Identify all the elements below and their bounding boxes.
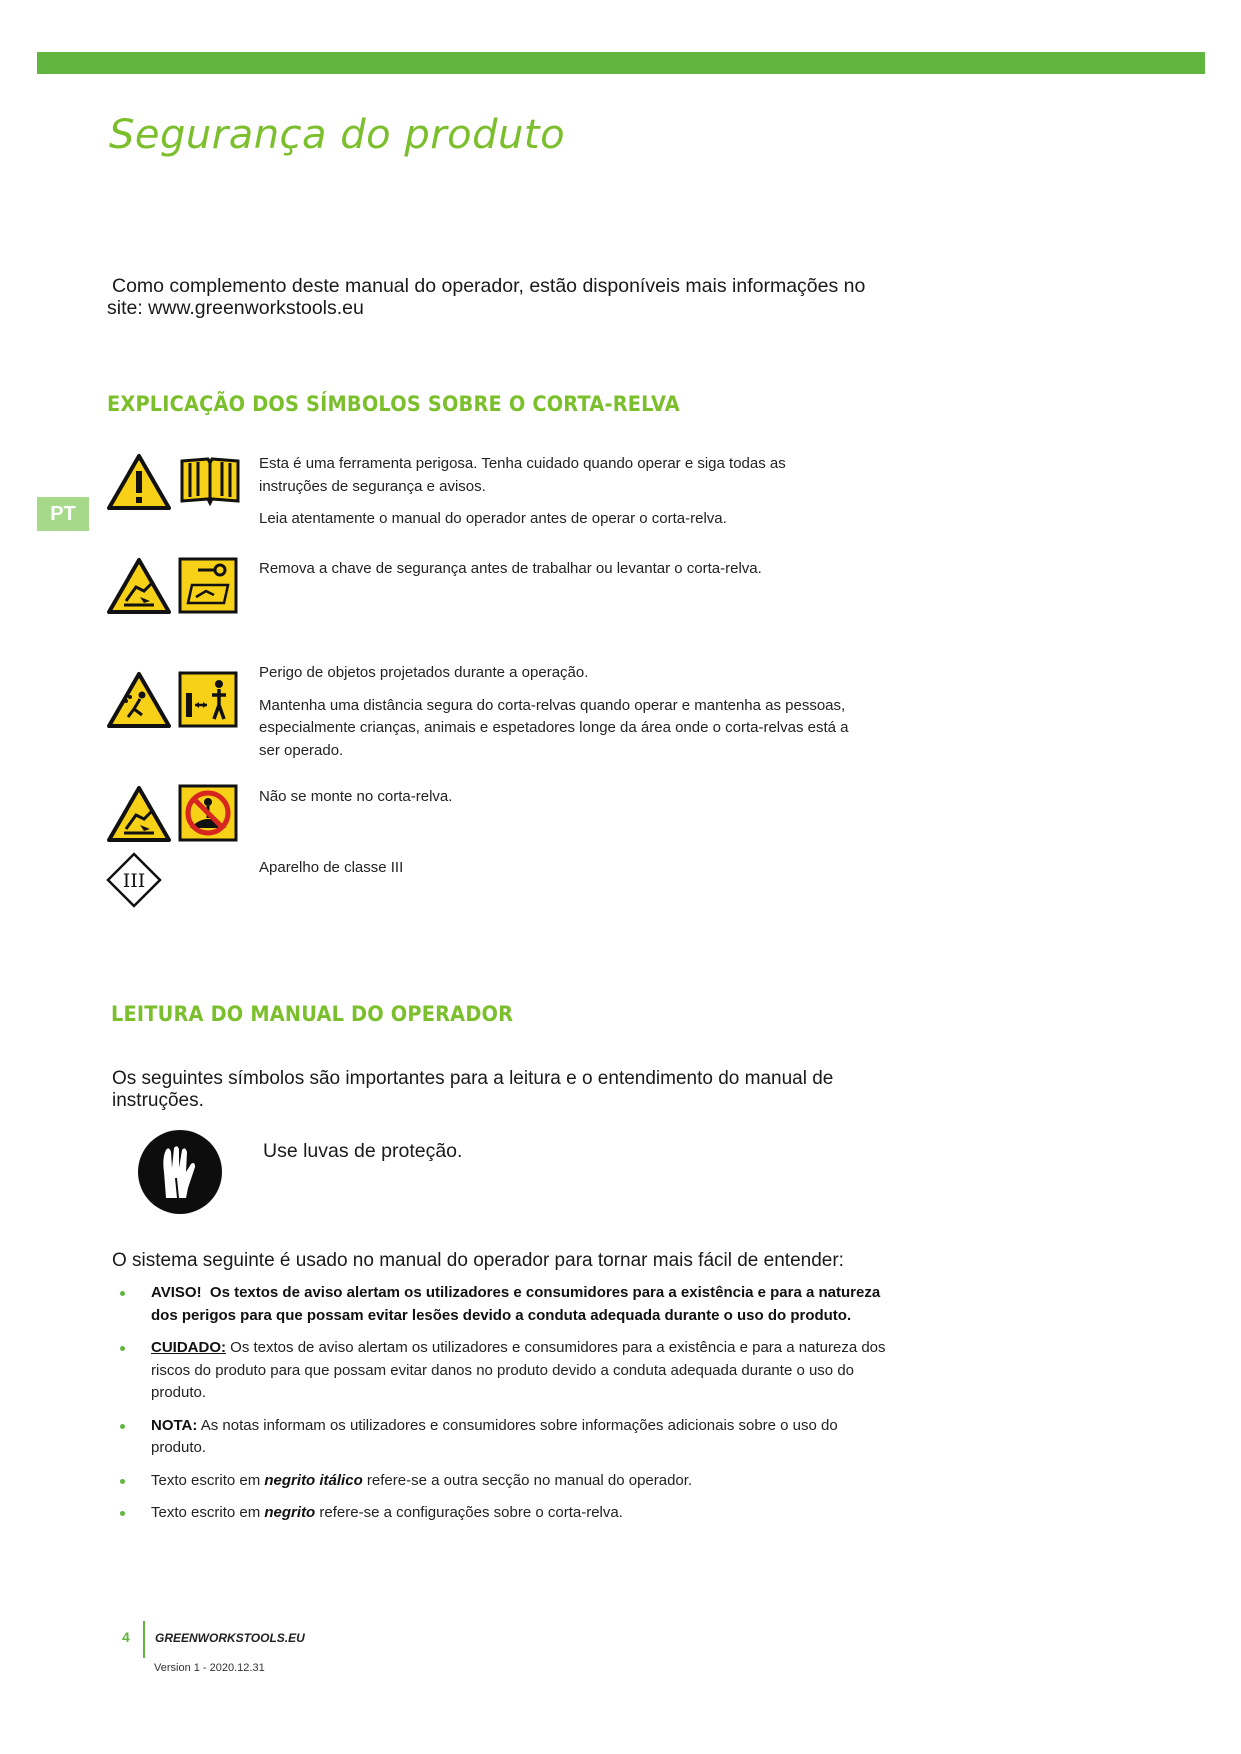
- thrown-objects-triangle-icon: [106, 671, 172, 729]
- bold-italic-word: negrito itálico: [264, 1471, 363, 1489]
- list-item-cuidado: [112, 1337, 892, 1405]
- remove-key-icon: [178, 557, 238, 614]
- no-riding-icon: [178, 784, 238, 842]
- aviso-label: AVISO!: [151, 1284, 202, 1301]
- bullet-icon: [120, 1291, 125, 1296]
- symbol-text-remove-key: Remova a chave de segurança antes de trabalhar ou levantar o corta-relva.: [259, 560, 762, 577]
- footer-divider: [143, 1621, 145, 1658]
- bullet-icon: [120, 1424, 125, 1429]
- symbol-text-thrown-objects: [259, 662, 869, 762]
- keep-distance-text: Mantenha uma distância segura do corta-relvas quando operar e mantenha as pessoas, especialmente crianças, animais e espetadores longe da área onde o corta-relvas está a ser operado.: [259, 696, 849, 759]
- nota-text: As notas informam os utilizadores e consumidores sobre informações adicionais sobre o uso do produto.: [151, 1416, 838, 1456]
- thrown-objects-text: Perigo de objetos projetados durante a operação.: [259, 664, 589, 681]
- list-item-aviso: [112, 1282, 892, 1327]
- read-manual-text: Leia atentamente o manual do operador antes de operar o corta-relva.: [259, 510, 727, 527]
- blade-hazard-triangle-icon: [106, 557, 172, 615]
- cuidado-text: Os textos de aviso alertam os utilizadores e consumidores para a existência e para a natureza dos riscos do produto para que possam evitar danos no produto devido a conduta adequada durante o uso do produto.: [151, 1339, 886, 1401]
- bold-italic-pre: Texto escrito em: [151, 1471, 261, 1489]
- bold-italic-post: refere-se a outra secção no manual do operador.: [366, 1471, 693, 1489]
- symbol-text-danger: [259, 453, 819, 531]
- class-iii-icon: [106, 852, 162, 908]
- keep-distance-icon: [178, 671, 238, 728]
- bullet-icon: [120, 1346, 125, 1351]
- language-tab: PT: [37, 497, 89, 531]
- conventions-list: [112, 1282, 892, 1535]
- warning-triangle-icon: [106, 453, 172, 511]
- symbols-heading: EXPLICAÇÃO DOS SÍMBOLOS SOBRE O CORTA-RELVA: [107, 392, 680, 416]
- aviso-text: Os textos de aviso alertam os utilizadores e consumidores para a existência e para a natureza dos perigos para que possam evitar lesões devido a conduta adequada durante o uso do produto.: [151, 1284, 881, 1324]
- list-item-nota: [112, 1415, 892, 1460]
- reading-intro: Os seguintes símbolos são importantes para a leitura e o entendimento do manual de instruções.: [112, 1068, 834, 1111]
- read-manual-icon: [178, 455, 242, 507]
- top-accent-bar: [37, 52, 1205, 74]
- bold-pre: Texto escrito em: [151, 1504, 261, 1521]
- symbol-text-class-iii: Aparelho de classe III: [259, 859, 404, 876]
- footer-version: Version 1 - 2020.12.31: [154, 1662, 265, 1674]
- bullet-icon: [120, 1479, 125, 1484]
- page-number: 4: [122, 1629, 130, 1645]
- bold-word: negrito: [264, 1504, 316, 1521]
- symbol-text-no-riding: Não se monte no corta-relva.: [259, 788, 453, 805]
- list-item-bold: [112, 1502, 892, 1525]
- intro-line-1: Como complemento deste manual do operador, estão disponíveis mais informações no: [112, 275, 866, 297]
- intro-line-2: site: www.greenworkstools.eu: [107, 297, 364, 319]
- footer-site: GREENWORKSTOOLS.EU: [155, 1631, 305, 1645]
- cuidado-label: CUIDADO:: [151, 1339, 226, 1356]
- reading-heading: LEITURA DO MANUAL DO OPERADOR: [111, 1002, 514, 1026]
- system-intro: O sistema seguinte é usado no manual do operador para tornar mais fácil de entender:: [112, 1250, 844, 1271]
- class-iii-glyph: III: [122, 870, 146, 892]
- page-title: Segurança do produto: [109, 112, 566, 158]
- gloves-icon: [136, 1128, 224, 1216]
- bold-post: refere-se a configurações sobre o corta-relva.: [319, 1504, 623, 1521]
- danger-text: Esta é uma ferramenta perigosa. Tenha cuidado quando operar e siga todas as instruções de segurança e avisos.: [259, 455, 786, 495]
- intro-paragraph: [107, 275, 897, 319]
- list-item-bold-italic: [112, 1470, 892, 1493]
- gloves-text: Use luvas de proteção.: [263, 1140, 463, 1162]
- blade-hazard-triangle-icon-2: [106, 785, 172, 843]
- nota-label: NOTA:: [151, 1416, 198, 1434]
- bullet-icon: [120, 1511, 125, 1516]
